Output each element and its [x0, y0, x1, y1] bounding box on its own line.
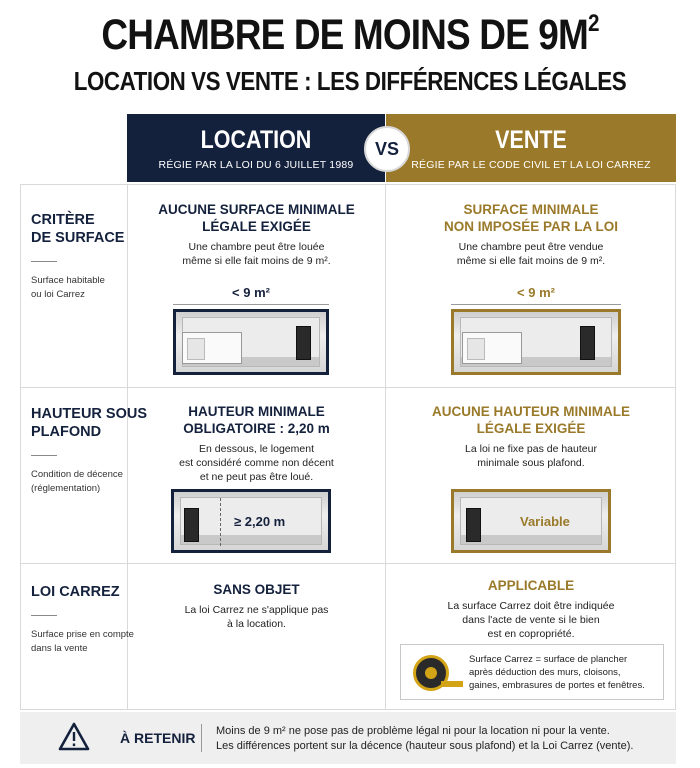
- carrez-note: [400, 644, 664, 700]
- cell-title: AUCUNE HAUTEUR MINIMALE LÉGALE EXIGÉE: [432, 404, 630, 436]
- cell-title: SURFACE MINIMALE NON IMPOSÉE PAR LA LOI: [443, 202, 618, 234]
- vente-hauteur-cell: [386, 403, 676, 470]
- cell-text: La loi Carrez ne s'applique pas à la location.: [184, 604, 329, 630]
- criterion-separator: [31, 615, 57, 616]
- criterion-title: HAUTEUR SOUS PLAFOND: [31, 406, 148, 440]
- dimension-line: [451, 304, 621, 305]
- location-header: [127, 114, 385, 182]
- criterion-carrez: [31, 583, 134, 656]
- criterion-separator: [31, 455, 57, 456]
- criterion-desc: Condition de décence (réglementation): [31, 469, 123, 494]
- footer-text: Moins de 9 m² ne pose pas de problème légal ni pour la location ni pour la vente. Les différences portent sur la décence (hauteur sous plafond) et la Loi Carrez (vente).: [216, 725, 634, 752]
- location-header-subtitle: RÉGIE PAR LA LOI DU 6 JUILLET 1989: [158, 159, 354, 171]
- cell-text: Une chambre peut être vendue même si elle fait moins de 9 m².: [456, 241, 606, 267]
- vente-header-subtitle: RÉGIE PAR LE CODE CIVIL ET LA LOI CARREZ: [411, 159, 651, 171]
- cell-text: En dessous, le logement est considéré comme non décent et ne peut pas être loué.: [179, 443, 334, 483]
- bed-icon: [462, 332, 522, 364]
- warning-icon: [58, 722, 90, 757]
- key-takeaway-footer: [20, 712, 676, 764]
- door-icon: [580, 326, 595, 360]
- door-icon: [184, 508, 199, 542]
- carrez-note-text: Surface Carrez = surface de plancher après déduction des murs, cloisons, gaines, embrasures de portes et fenêtres.: [469, 654, 645, 691]
- cell-text: La loi ne fixe pas de hauteur minimale sous plafond.: [465, 443, 597, 469]
- criterion-desc: Surface habitable ou loi Carrez: [31, 275, 105, 300]
- row-divider: [21, 563, 675, 564]
- vente-header-title: VENTE: [495, 126, 567, 154]
- page-title: [49, 10, 651, 60]
- comparison-table: [20, 184, 676, 710]
- location-surface-cell: [128, 201, 385, 268]
- criterion-title: LOI CARREZ: [31, 584, 120, 600]
- criterion-desc: Surface prise en compte dans la vente: [31, 629, 134, 654]
- door-icon: [296, 326, 311, 360]
- cell-title: APPLICABLE: [487, 578, 575, 593]
- cell-title: HAUTEUR MINIMALE OBLIGATOIRE : 2,20 m: [183, 404, 330, 436]
- footer-label: À RETENIR: [120, 730, 196, 746]
- page-subtitle: LOCATION VS VENTE : LES DIFFÉRENCES LÉGALES: [73, 66, 627, 96]
- vs-badge: VS: [364, 126, 410, 172]
- cell-title: SANS OBJET: [213, 582, 300, 597]
- tape-measure-strip: [441, 681, 463, 687]
- location-surface-dimension: < 9 m²: [221, 285, 281, 300]
- location-room-illustration: [173, 309, 329, 375]
- cell-title: AUCUNE SURFACE MINIMALE LÉGALE EXIGÉE: [158, 202, 355, 234]
- vente-carrez-cell: [386, 577, 676, 641]
- dimension-line: [173, 304, 329, 305]
- location-header-title: LOCATION: [200, 126, 312, 154]
- location-carrez-cell: [128, 581, 385, 631]
- location-height-value: ≥ 2,20 m: [234, 514, 286, 529]
- vente-room-illustration: [451, 309, 621, 375]
- criterion-separator: [31, 261, 57, 262]
- bed-icon: [182, 332, 242, 364]
- vente-height-illustration: [451, 489, 611, 553]
- criterion-title: CRITÈRE DE SURFACE: [31, 212, 125, 246]
- title-text: CHAMBRE DE MOINS DE 9M: [101, 11, 588, 59]
- vente-surface-cell: [386, 201, 676, 268]
- footer-separator: [201, 724, 202, 752]
- cell-text: Une chambre peut être louée même si elle fait moins de 9 m².: [182, 241, 331, 267]
- height-arrow: [220, 498, 221, 546]
- cell-text: La surface Carrez doit être indiquée dans l'acte de vente si le bien est en copropriété.: [447, 600, 615, 640]
- vente-header: [386, 114, 676, 182]
- location-hauteur-cell: [128, 403, 385, 484]
- door-icon: [466, 508, 481, 542]
- vente-height-value: Variable: [520, 514, 570, 529]
- title-superscript: 2: [587, 10, 599, 37]
- criterion-surface: [31, 211, 124, 302]
- location-height-illustration: [171, 489, 331, 553]
- vente-surface-dimension: < 9 m²: [506, 285, 566, 300]
- row-divider: [21, 387, 675, 388]
